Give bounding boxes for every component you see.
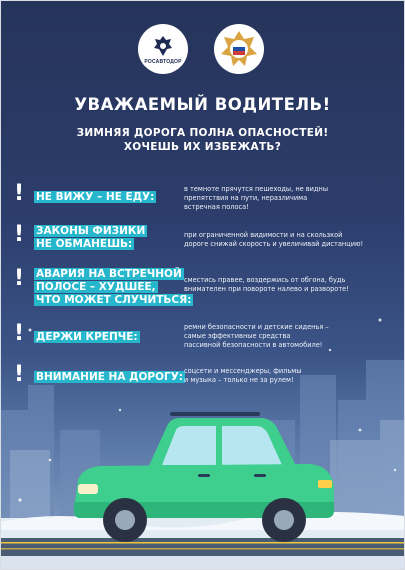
subtitle-line: ХОЧЕШЬ ИХ ИЗБЕЖАТЬ?	[123, 141, 282, 153]
rosavtodor-label: РОСАВТОДОР	[144, 58, 182, 65]
exclamation-icon: !	[14, 362, 25, 387]
gibdd-badge-icon	[219, 29, 259, 69]
tip-label-line: ЗАКОНЫ ФИЗИКИ	[36, 225, 146, 237]
tip-text-line: встречная полоса!	[184, 203, 249, 211]
tip-label-line: ПОЛОСЕ – ХУДШЕЕ,	[36, 281, 156, 293]
tip-label	[34, 268, 193, 307]
gibdd-emblem	[214, 24, 264, 74]
tip-row	[14, 361, 394, 397]
exclamation-icon: !	[14, 181, 25, 206]
tip-label	[34, 191, 156, 204]
tip-row	[14, 320, 394, 360]
tip-label-line: НЕ ОБМАНЕШЬ:	[36, 238, 133, 250]
tip-text-line: препятствия на пути, неразличима	[184, 194, 308, 202]
car-illustration	[70, 410, 340, 545]
subtitle-line: ЗИМНЯЯ ДОРОГА ПОЛНА ОПАСНОСТЕЙ!	[76, 127, 329, 139]
tip-text-line: при ограниченной видимости и на скользкой	[184, 231, 343, 239]
subtitle	[0, 126, 405, 154]
tip-label	[34, 225, 147, 251]
tip-row	[14, 222, 394, 262]
tip-label-line: АВАРИЯ НА ВСТРЕЧНОЙ	[36, 268, 182, 280]
tip-label-line: НЕ ВИЖУ – НЕ ЕДУ:	[36, 191, 155, 203]
tip-text-line: самые эффективные средства	[184, 332, 291, 340]
tip-row	[14, 183, 394, 223]
tip-text	[184, 276, 399, 294]
tip-label	[34, 371, 185, 384]
tip-text-line: дороге снижай скорость и увеличивай дистанцию!	[184, 240, 364, 248]
tip-label-line: ЧТО МОЖЕТ СЛУЧИТЬСЯ:	[36, 294, 192, 306]
tip-label	[34, 331, 140, 344]
tip-text-line: сместись правее, воздержись от обгона, будь	[184, 276, 346, 284]
page-title: УВАЖАЕМЫЙ ВОДИТЕЛЬ!	[74, 95, 331, 114]
tip-text	[184, 185, 399, 212]
tip-row	[14, 266, 394, 310]
tip-label-line: ВНИМАНИЕ НА ДОРОГУ:	[36, 371, 184, 383]
tip-text	[184, 367, 399, 385]
tip-text	[184, 323, 399, 350]
emblem-icon	[152, 34, 174, 58]
exclamation-icon: !	[14, 266, 25, 291]
tip-text-line: соцсети и мессенджеры, фильмы	[184, 367, 302, 375]
tip-text-line: ремни безопасности и детские сиденья –	[184, 323, 329, 331]
exclamation-icon: !	[14, 222, 25, 247]
tip-text-line: в темноте прячутся пешеходы, не видны	[184, 185, 329, 193]
tip-text-line: пассивной безопасности в автомобиле!	[184, 341, 323, 349]
tip-text	[184, 231, 399, 249]
rosavtodor-logo	[138, 24, 188, 74]
tip-text-line: внимателен при повороте налево и развороте!	[184, 285, 349, 293]
tip-label-line: ДЕРЖИ КРЕПЧЕ:	[36, 331, 138, 343]
exclamation-icon: !	[14, 321, 25, 346]
tip-text-line: и музыка – только не за рулем!	[184, 376, 294, 384]
